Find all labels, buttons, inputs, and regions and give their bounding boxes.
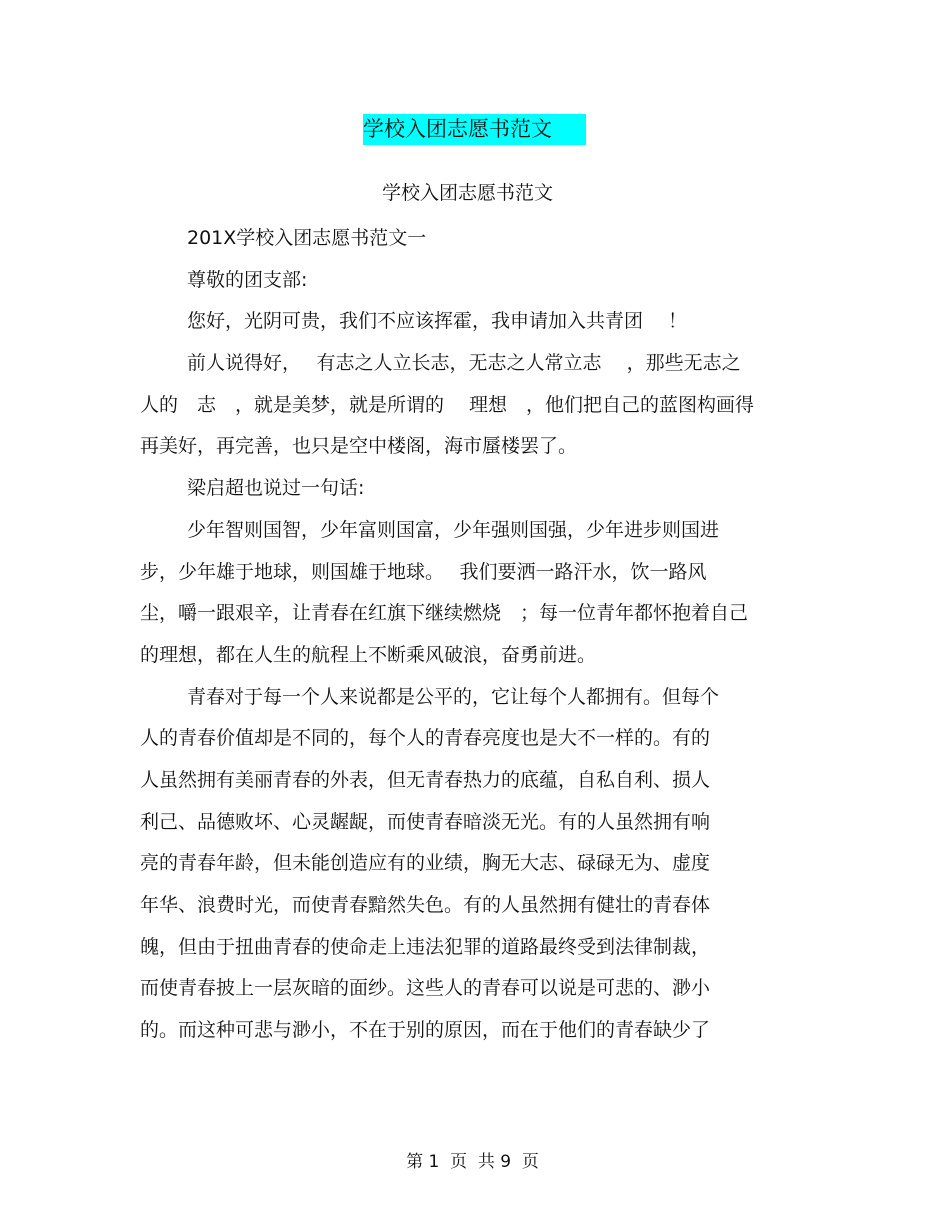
text-line: 的。而这种可悲与渺小，不在于别的原因，而在于他们的青春缺少了 <box>140 1019 711 1042</box>
text-line: 尘，嚼一跟艰辛，让青春在红旗下继续燃烧 ；每一位青年都怀抱着自己 <box>140 602 749 625</box>
text-line: 尊敬的团支部: <box>187 268 308 291</box>
text-line: 201X学校入团志愿书范文一 <box>187 227 427 249</box>
text-line: 人的 志 ，就是美梦，就是所谓的 理想 ，他们把自己的蓝图构画得 <box>140 393 755 416</box>
text-line: 亮的青春年龄，但未能创造应有的业绩，胸无大志、碌碌无为、虚度 <box>140 852 711 875</box>
document-title: 学校入团志愿书范文 <box>363 114 586 145</box>
text-line: 梁启超也说过一句话: <box>187 477 365 500</box>
text-line: 步，少年雄于地球，则国雄于地球。 我们要洒一路汗水，饮一路风 <box>140 560 707 583</box>
text-line: 的理想，都在人生的航程上不断乘风破浪，奋勇前进。 <box>140 643 597 666</box>
document-subtitle: 学校入团志愿书范文 <box>381 182 553 204</box>
text-line: 再美好，再完善，也只是空中楼阁，海市蜃楼罢了。 <box>140 435 578 458</box>
page-footer: 第 1 页 共 9 页 <box>406 1152 539 1172</box>
text-line: 魄，但由于扭曲青春的使命走上违法犯罪的道路最终受到法律制裁， <box>140 935 711 958</box>
text-line: 青春对于每一个人来说都是公平的，它让每个人都拥有。但每个 <box>187 685 720 708</box>
document-body <box>140 218 800 1052</box>
text-line: 而使青春披上一层灰暗的面纱。这些人的青春可以说是可悲的、渺小 <box>140 977 711 1000</box>
text-line: 年华、浪费时光，而使青春黯然失色。有的人虽然拥有健壮的青春体 <box>140 894 711 916</box>
text-line: 您好，光阴可贵，我们不应该挥霍，我申请加入共青团 ！ <box>187 310 688 333</box>
text-line: 人虽然拥有美丽青春的外表，但无青春热力的底蕴，自私自利、损人 <box>140 768 711 791</box>
text-line: 少年智则国智，少年富则国富，少年强则国强，少年进步则国进 <box>187 518 720 541</box>
text-line: 人的青春价值却是不同的，每个人的青春亮度也是大不一样的。有的 <box>140 727 711 750</box>
text-line: 前人说得好， 有志之人立长志，无志之人常立志 ，那些无志之 <box>187 352 741 375</box>
text-line: 利己、品德败坏、心灵龌龊，而使青春暗淡无光。有的人虽然拥有响 <box>140 810 711 833</box>
